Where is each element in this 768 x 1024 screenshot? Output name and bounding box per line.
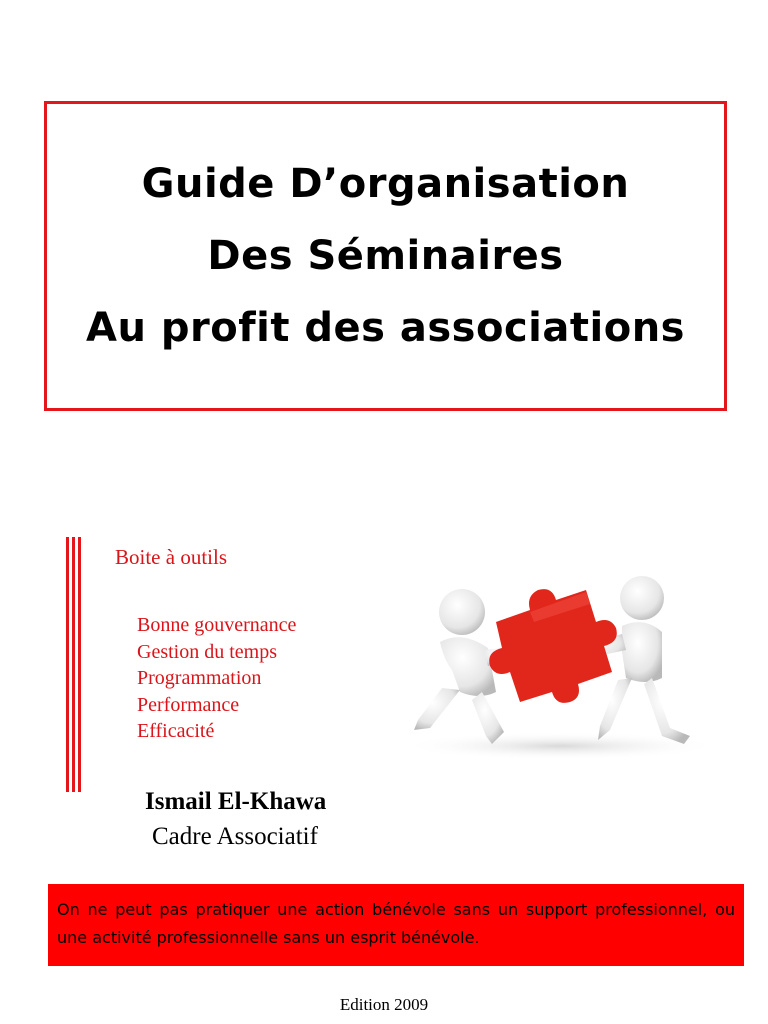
toolbox-list — [137, 612, 296, 745]
decorative-bar — [66, 537, 69, 792]
toolbox-item: Performance — [137, 693, 240, 716]
quote-box — [48, 884, 744, 966]
author-name: Ismail El-Khawa — [145, 788, 327, 815]
edition-label: Edition 2009 — [339, 995, 429, 1014]
decorative-bar — [72, 537, 75, 792]
quote-text: On ne peut pas pratiquer une action bénévole sans un support professionnel, ou une activité professionnelle sans un esprit bénévole. — [57, 900, 735, 947]
author-role: Cadre Associatif — [152, 823, 318, 850]
decorative-bars — [66, 537, 82, 792]
title-line-3: Au profit des associations — [86, 305, 685, 351]
toolbox-item: Programmation — [137, 667, 262, 689]
title-line-1: Guide D’organisation — [141, 161, 630, 207]
decorative-bar — [78, 537, 81, 792]
title-box — [44, 101, 727, 411]
toolbox-item: Bonne gouvernance — [137, 614, 297, 636]
toolbox-heading: Boite à outils — [115, 545, 227, 569]
toolbox-item: Gestion du temps — [137, 640, 277, 663]
title-line-2: Des Séminaires — [207, 233, 564, 279]
toolbox-item: Efficacité — [137, 720, 215, 742]
two-figures-puzzle-piece-icon — [400, 560, 720, 760]
